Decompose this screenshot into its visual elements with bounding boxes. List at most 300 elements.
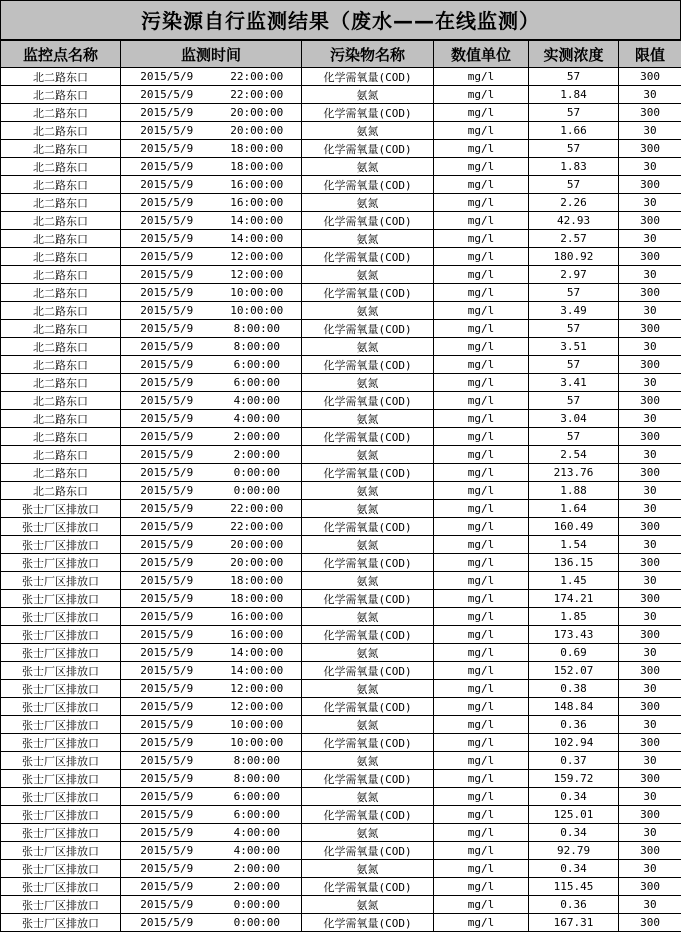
table-row	[1, 464, 681, 482]
value-cell: 0.38	[529, 680, 619, 698]
value-cell: 115.45	[529, 878, 619, 896]
unit-cell: mg/l	[434, 536, 529, 554]
pollutant-cell: 化学需氧量(COD)	[302, 464, 434, 482]
table-row	[1, 698, 681, 716]
value-cell: 174.21	[529, 590, 619, 608]
value-cell: 1.45	[529, 572, 619, 590]
time-cell: 18:00:00	[213, 158, 302, 176]
limit-cell: 30	[619, 860, 681, 878]
limit-cell: 300	[619, 428, 681, 446]
table-row	[1, 536, 681, 554]
limit-cell: 300	[619, 392, 681, 410]
date-cell: 2015/5/9	[121, 698, 213, 716]
pollutant-cell: 氨氮	[302, 536, 434, 554]
time-cell: 16:00:00	[213, 194, 302, 212]
time-cell: 22:00:00	[213, 500, 302, 518]
date-cell: 2015/5/9	[121, 536, 213, 554]
unit-cell: mg/l	[434, 896, 529, 914]
site-cell: 北二路东口	[1, 158, 121, 176]
limit-cell: 300	[619, 698, 681, 716]
date-cell: 2015/5/9	[121, 680, 213, 698]
table-row	[1, 356, 681, 374]
table-header-row	[1, 41, 681, 68]
table-body	[1, 68, 681, 932]
limit-cell: 30	[619, 680, 681, 698]
value-cell: 1.64	[529, 500, 619, 518]
limit-cell: 30	[619, 158, 681, 176]
table-row	[1, 878, 681, 896]
limit-cell: 30	[619, 122, 681, 140]
unit-cell: mg/l	[434, 770, 529, 788]
pollutant-cell: 化学需氧量(COD)	[302, 518, 434, 536]
unit-cell: mg/l	[434, 680, 529, 698]
site-cell: 北二路东口	[1, 86, 121, 104]
time-cell: 0:00:00	[213, 914, 302, 932]
limit-cell: 30	[619, 572, 681, 590]
time-cell: 8:00:00	[213, 770, 302, 788]
date-cell: 2015/5/9	[121, 446, 213, 464]
pollutant-cell: 氨氮	[302, 788, 434, 806]
date-cell: 2015/5/9	[121, 644, 213, 662]
table-row	[1, 482, 681, 500]
site-cell: 北二路东口	[1, 446, 121, 464]
date-cell: 2015/5/9	[121, 590, 213, 608]
unit-cell: mg/l	[434, 518, 529, 536]
pollutant-cell: 氨氮	[302, 500, 434, 518]
time-cell: 2:00:00	[213, 428, 302, 446]
value-cell: 152.07	[529, 662, 619, 680]
time-cell: 20:00:00	[213, 554, 302, 572]
table-row	[1, 734, 681, 752]
value-cell: 1.83	[529, 158, 619, 176]
table-row	[1, 770, 681, 788]
time-cell: 6:00:00	[213, 806, 302, 824]
pollutant-cell: 化学需氧量(COD)	[302, 356, 434, 374]
pollutant-cell: 化学需氧量(COD)	[302, 554, 434, 572]
unit-cell: mg/l	[434, 86, 529, 104]
value-cell: 1.84	[529, 86, 619, 104]
pollutant-cell: 化学需氧量(COD)	[302, 104, 434, 122]
site-cell: 张士厂区排放口	[1, 716, 121, 734]
site-cell: 张士厂区排放口	[1, 860, 121, 878]
site-cell: 张士厂区排放口	[1, 554, 121, 572]
limit-cell: 30	[619, 230, 681, 248]
pollutant-cell: 氨氮	[302, 680, 434, 698]
value-cell: 180.92	[529, 248, 619, 266]
pollutant-cell: 化学需氧量(COD)	[302, 806, 434, 824]
date-cell: 2015/5/9	[121, 392, 213, 410]
time-cell: 20:00:00	[213, 536, 302, 554]
site-cell: 张士厂区排放口	[1, 698, 121, 716]
limit-cell: 300	[619, 518, 681, 536]
limit-cell: 300	[619, 734, 681, 752]
time-cell: 0:00:00	[213, 896, 302, 914]
limit-cell: 300	[619, 842, 681, 860]
pollutant-cell: 化学需氧量(COD)	[302, 212, 434, 230]
table-row	[1, 572, 681, 590]
value-cell: 2.26	[529, 194, 619, 212]
site-cell: 北二路东口	[1, 248, 121, 266]
value-cell: 2.97	[529, 266, 619, 284]
unit-cell: mg/l	[434, 212, 529, 230]
value-cell: 42.93	[529, 212, 619, 230]
pollutant-cell: 化学需氧量(COD)	[302, 248, 434, 266]
date-cell: 2015/5/9	[121, 266, 213, 284]
table-row	[1, 194, 681, 212]
value-cell: 173.43	[529, 626, 619, 644]
date-cell: 2015/5/9	[121, 230, 213, 248]
limit-cell: 300	[619, 176, 681, 194]
value-cell: 159.72	[529, 770, 619, 788]
table-row	[1, 338, 681, 356]
site-cell: 北二路东口	[1, 302, 121, 320]
value-cell: 57	[529, 320, 619, 338]
unit-cell: mg/l	[434, 788, 529, 806]
time-cell: 16:00:00	[213, 608, 302, 626]
time-cell: 16:00:00	[213, 626, 302, 644]
value-cell: 3.51	[529, 338, 619, 356]
unit-cell: mg/l	[434, 500, 529, 518]
unit-cell: mg/l	[434, 860, 529, 878]
value-cell: 213.76	[529, 464, 619, 482]
date-cell: 2015/5/9	[121, 860, 213, 878]
site-cell: 张士厂区排放口	[1, 626, 121, 644]
date-cell: 2015/5/9	[121, 356, 213, 374]
site-cell: 北二路东口	[1, 176, 121, 194]
unit-cell: mg/l	[434, 374, 529, 392]
site-cell: 北二路东口	[1, 104, 121, 122]
unit-cell: mg/l	[434, 716, 529, 734]
table-row	[1, 212, 681, 230]
pollutant-cell: 氨氮	[302, 338, 434, 356]
date-cell: 2015/5/9	[121, 302, 213, 320]
time-cell: 14:00:00	[213, 662, 302, 680]
table-row	[1, 842, 681, 860]
site-cell: 北二路东口	[1, 266, 121, 284]
limit-cell: 30	[619, 608, 681, 626]
date-cell: 2015/5/9	[121, 176, 213, 194]
date-cell: 2015/5/9	[121, 518, 213, 536]
table-row	[1, 320, 681, 338]
time-cell: 22:00:00	[213, 68, 302, 86]
site-cell: 北二路东口	[1, 122, 121, 140]
unit-cell: mg/l	[434, 266, 529, 284]
date-cell: 2015/5/9	[121, 896, 213, 914]
table-row	[1, 590, 681, 608]
site-cell: 张士厂区排放口	[1, 518, 121, 536]
value-cell: 57	[529, 356, 619, 374]
date-cell: 2015/5/9	[121, 320, 213, 338]
unit-cell: mg/l	[434, 698, 529, 716]
date-cell: 2015/5/9	[121, 806, 213, 824]
table-row	[1, 662, 681, 680]
date-cell: 2015/5/9	[121, 104, 213, 122]
site-cell: 张士厂区排放口	[1, 824, 121, 842]
unit-cell: mg/l	[434, 734, 529, 752]
table-row	[1, 518, 681, 536]
time-cell: 12:00:00	[213, 698, 302, 716]
pollutant-cell: 氨氮	[302, 896, 434, 914]
unit-cell: mg/l	[434, 140, 529, 158]
time-cell: 0:00:00	[213, 464, 302, 482]
date-cell: 2015/5/9	[121, 734, 213, 752]
value-cell: 148.84	[529, 698, 619, 716]
value-cell: 57	[529, 104, 619, 122]
value-cell: 57	[529, 68, 619, 86]
unit-cell: mg/l	[434, 428, 529, 446]
unit-cell: mg/l	[434, 590, 529, 608]
pollutant-cell: 化学需氧量(COD)	[302, 842, 434, 860]
site-cell: 张士厂区排放口	[1, 608, 121, 626]
limit-cell: 30	[619, 194, 681, 212]
table-row	[1, 806, 681, 824]
monitoring-table	[0, 40, 681, 932]
time-cell: 22:00:00	[213, 86, 302, 104]
table-row	[1, 266, 681, 284]
limit-cell: 300	[619, 320, 681, 338]
value-cell: 0.37	[529, 752, 619, 770]
table-row	[1, 410, 681, 428]
table-row	[1, 608, 681, 626]
date-cell: 2015/5/9	[121, 788, 213, 806]
date-cell: 2015/5/9	[121, 752, 213, 770]
date-cell: 2015/5/9	[121, 842, 213, 860]
unit-cell: mg/l	[434, 842, 529, 860]
value-cell: 92.79	[529, 842, 619, 860]
limit-cell: 300	[619, 878, 681, 896]
value-cell: 136.15	[529, 554, 619, 572]
site-cell: 北二路东口	[1, 230, 121, 248]
value-cell: 1.54	[529, 536, 619, 554]
site-cell: 张士厂区排放口	[1, 752, 121, 770]
unit-cell: mg/l	[434, 626, 529, 644]
unit-cell: mg/l	[434, 104, 529, 122]
unit-cell: mg/l	[434, 122, 529, 140]
date-cell: 2015/5/9	[121, 374, 213, 392]
table-row	[1, 644, 681, 662]
limit-cell: 300	[619, 806, 681, 824]
date-cell: 2015/5/9	[121, 410, 213, 428]
limit-cell: 30	[619, 716, 681, 734]
value-cell: 160.49	[529, 518, 619, 536]
date-cell: 2015/5/9	[121, 428, 213, 446]
pollutant-cell: 氨氮	[302, 482, 434, 500]
time-cell: 20:00:00	[213, 104, 302, 122]
pollutant-cell: 氨氮	[302, 230, 434, 248]
unit-cell: mg/l	[434, 392, 529, 410]
site-cell: 张士厂区排放口	[1, 572, 121, 590]
limit-cell: 30	[619, 446, 681, 464]
time-cell: 18:00:00	[213, 590, 302, 608]
pollutant-cell: 化学需氧量(COD)	[302, 320, 434, 338]
limit-cell: 300	[619, 464, 681, 482]
limit-cell: 300	[619, 356, 681, 374]
limit-cell: 300	[619, 68, 681, 86]
limit-cell: 30	[619, 536, 681, 554]
limit-cell: 300	[619, 662, 681, 680]
pollutant-cell: 化学需氧量(COD)	[302, 140, 434, 158]
value-cell: 3.04	[529, 410, 619, 428]
value-cell: 0.34	[529, 788, 619, 806]
pollutant-cell: 氨氮	[302, 752, 434, 770]
date-cell: 2015/5/9	[121, 464, 213, 482]
value-cell: 2.54	[529, 446, 619, 464]
table-row	[1, 824, 681, 842]
header-limit: 限值	[619, 41, 681, 68]
value-cell: 102.94	[529, 734, 619, 752]
table-row	[1, 68, 681, 86]
value-cell: 57	[529, 428, 619, 446]
unit-cell: mg/l	[434, 554, 529, 572]
time-cell: 18:00:00	[213, 140, 302, 158]
limit-cell: 30	[619, 374, 681, 392]
limit-cell: 30	[619, 302, 681, 320]
site-cell: 张士厂区排放口	[1, 662, 121, 680]
time-cell: 18:00:00	[213, 572, 302, 590]
header-time: 监测时间	[121, 41, 302, 68]
table-row	[1, 86, 681, 104]
site-cell: 张士厂区排放口	[1, 680, 121, 698]
limit-cell: 300	[619, 284, 681, 302]
time-cell: 2:00:00	[213, 446, 302, 464]
limit-cell: 300	[619, 626, 681, 644]
date-cell: 2015/5/9	[121, 500, 213, 518]
unit-cell: mg/l	[434, 194, 529, 212]
value-cell: 167.31	[529, 914, 619, 932]
table-row	[1, 284, 681, 302]
date-cell: 2015/5/9	[121, 572, 213, 590]
table-row	[1, 104, 681, 122]
table-row	[1, 230, 681, 248]
site-cell: 北二路东口	[1, 428, 121, 446]
limit-cell: 300	[619, 248, 681, 266]
time-cell: 10:00:00	[213, 302, 302, 320]
unit-cell: mg/l	[434, 806, 529, 824]
limit-cell: 300	[619, 914, 681, 932]
limit-cell: 300	[619, 140, 681, 158]
time-cell: 8:00:00	[213, 752, 302, 770]
time-cell: 10:00:00	[213, 716, 302, 734]
site-cell: 北二路东口	[1, 392, 121, 410]
table-row	[1, 716, 681, 734]
unit-cell: mg/l	[434, 752, 529, 770]
pollutant-cell: 氨氮	[302, 158, 434, 176]
header-pollutant: 污染物名称	[302, 41, 434, 68]
unit-cell: mg/l	[434, 608, 529, 626]
limit-cell: 30	[619, 500, 681, 518]
time-cell: 12:00:00	[213, 266, 302, 284]
site-cell: 张士厂区排放口	[1, 878, 121, 896]
time-cell: 12:00:00	[213, 248, 302, 266]
limit-cell: 30	[619, 788, 681, 806]
date-cell: 2015/5/9	[121, 140, 213, 158]
table-row	[1, 896, 681, 914]
pollutant-cell: 化学需氧量(COD)	[302, 176, 434, 194]
date-cell: 2015/5/9	[121, 122, 213, 140]
date-cell: 2015/5/9	[121, 338, 213, 356]
unit-cell: mg/l	[434, 176, 529, 194]
site-cell: 张士厂区排放口	[1, 788, 121, 806]
unit-cell: mg/l	[434, 482, 529, 500]
site-cell: 张士厂区排放口	[1, 500, 121, 518]
time-cell: 2:00:00	[213, 860, 302, 878]
pollutant-cell: 化学需氧量(COD)	[302, 626, 434, 644]
date-cell: 2015/5/9	[121, 914, 213, 932]
time-cell: 4:00:00	[213, 410, 302, 428]
table-row	[1, 302, 681, 320]
time-cell: 10:00:00	[213, 284, 302, 302]
site-cell: 张士厂区排放口	[1, 806, 121, 824]
table-row	[1, 788, 681, 806]
date-cell: 2015/5/9	[121, 626, 213, 644]
pollutant-cell: 氨氮	[302, 824, 434, 842]
time-cell: 10:00:00	[213, 734, 302, 752]
date-cell: 2015/5/9	[121, 284, 213, 302]
pollutant-cell: 化学需氧量(COD)	[302, 68, 434, 86]
time-cell: 6:00:00	[213, 788, 302, 806]
unit-cell: mg/l	[434, 824, 529, 842]
unit-cell: mg/l	[434, 914, 529, 932]
site-cell: 张士厂区排放口	[1, 842, 121, 860]
date-cell: 2015/5/9	[121, 662, 213, 680]
site-cell: 北二路东口	[1, 410, 121, 428]
site-cell: 北二路东口	[1, 482, 121, 500]
time-cell: 14:00:00	[213, 212, 302, 230]
pollutant-cell: 化学需氧量(COD)	[302, 914, 434, 932]
site-cell: 张士厂区排放口	[1, 644, 121, 662]
table-row	[1, 248, 681, 266]
pollutant-cell: 氨氮	[302, 608, 434, 626]
table-row	[1, 428, 681, 446]
unit-cell: mg/l	[434, 644, 529, 662]
site-cell: 张士厂区排放口	[1, 734, 121, 752]
pollutant-cell: 氨氮	[302, 446, 434, 464]
value-cell: 1.85	[529, 608, 619, 626]
site-cell: 北二路东口	[1, 68, 121, 86]
time-cell: 14:00:00	[213, 230, 302, 248]
pollutant-cell: 化学需氧量(COD)	[302, 590, 434, 608]
time-cell: 6:00:00	[213, 374, 302, 392]
pollutant-cell: 氨氮	[302, 410, 434, 428]
limit-cell: 30	[619, 644, 681, 662]
time-cell: 4:00:00	[213, 842, 302, 860]
date-cell: 2015/5/9	[121, 212, 213, 230]
table-row	[1, 554, 681, 572]
unit-cell: mg/l	[434, 230, 529, 248]
pollutant-cell: 化学需氧量(COD)	[302, 428, 434, 446]
time-cell: 2:00:00	[213, 878, 302, 896]
site-cell: 张士厂区排放口	[1, 770, 121, 788]
date-cell: 2015/5/9	[121, 86, 213, 104]
limit-cell: 30	[619, 410, 681, 428]
time-cell: 4:00:00	[213, 392, 302, 410]
pollutant-cell: 化学需氧量(COD)	[302, 770, 434, 788]
site-cell: 北二路东口	[1, 464, 121, 482]
time-cell: 4:00:00	[213, 824, 302, 842]
limit-cell: 30	[619, 266, 681, 284]
unit-cell: mg/l	[434, 446, 529, 464]
table-row	[1, 122, 681, 140]
unit-cell: mg/l	[434, 878, 529, 896]
date-cell: 2015/5/9	[121, 770, 213, 788]
time-cell: 16:00:00	[213, 176, 302, 194]
value-cell: 57	[529, 284, 619, 302]
limit-cell: 300	[619, 770, 681, 788]
date-cell: 2015/5/9	[121, 824, 213, 842]
time-cell: 6:00:00	[213, 356, 302, 374]
value-cell: 0.34	[529, 860, 619, 878]
date-cell: 2015/5/9	[121, 554, 213, 572]
